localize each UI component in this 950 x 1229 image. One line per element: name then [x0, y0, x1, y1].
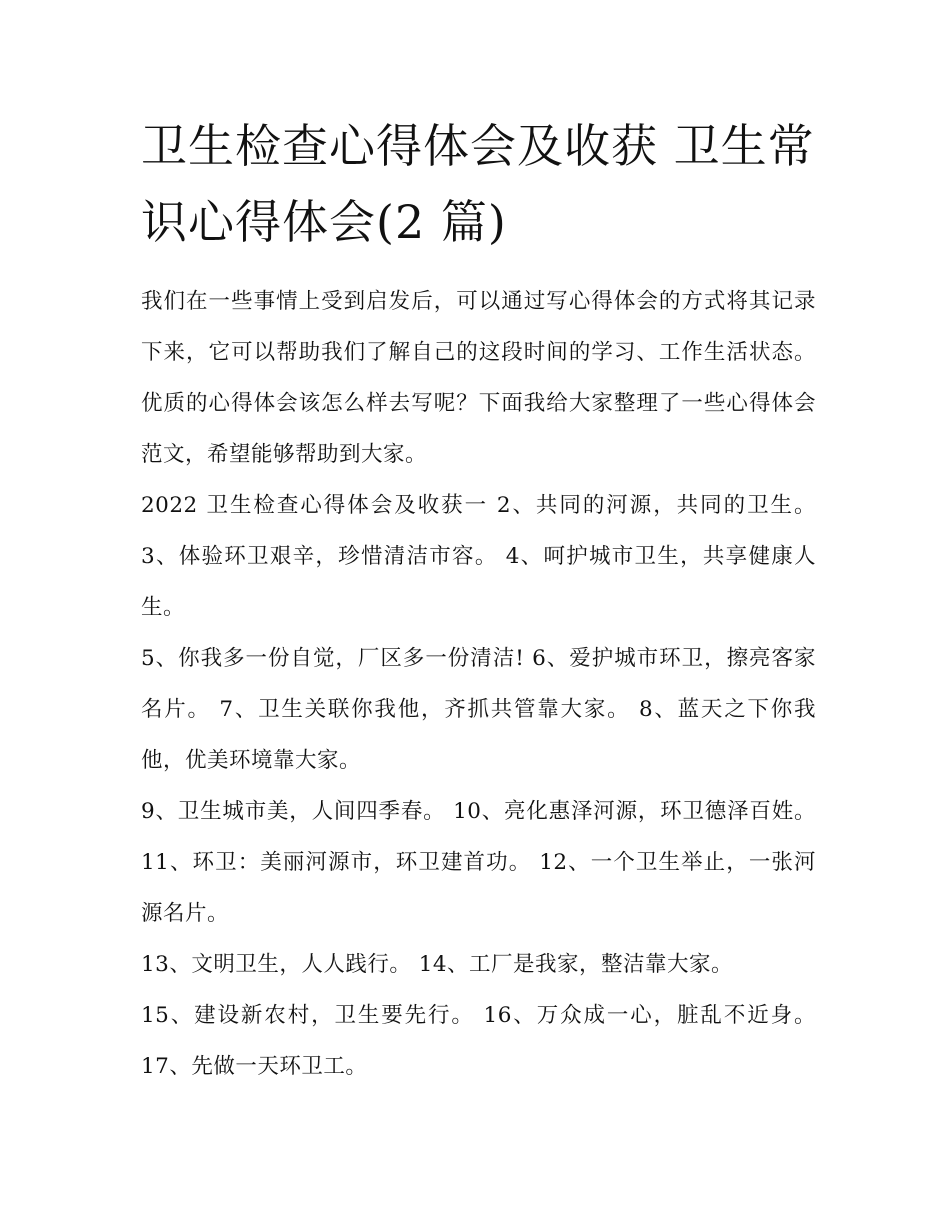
slogan-paragraph-4: 13、文明卫生，人人践行。 14、工厂是我家，整洁靠大家。 — [141, 952, 734, 977]
document-body — [141, 108, 816, 1092]
slogan-paragraph-3: 9、卫生城市美，人间四季春。 10、亮化惠泽河源，环卫德泽百姓。 11、环卫：美丽河源市，环卫建首功。 12、一个卫生举止，一张河源名片。 — [141, 799, 816, 926]
slogan-paragraph-5: 15、建设新农村，卫生要先行。 16、万众成一心，脏乱不近身。 17、先做一天环卫工。 — [141, 1003, 816, 1079]
slogan-paragraph-1: 2022 卫生检查心得体会及收获一 2、共同的河源，共同的卫生。 3、体验环卫艰辛，珍惜清洁市容。 4、呵护城市卫生，共享健康人生。 — [141, 493, 816, 620]
intro-paragraph: 我们在一些事情上受到启发后，可以通过写心得体会的方式将其记录下来，它可以帮助我们了解自己的这段时间的学习、工作生活状态。优质的心得体会该怎么样去写呢？下面我给大家整理了一些心得体会范文，希望能够帮助到大家。 — [141, 289, 816, 467]
slogan-paragraph-2: 5、你我多一份自觉，厂区多一份清洁! 6、爱护城市环卫，擦亮客家名片。 7、卫生关联你我他，齐抓共管靠大家。 8、蓝天之下你我他，优美环境靠大家。 — [141, 646, 816, 773]
document-title: 卫生检查心得体会及收获 卫生常识心得体会(2 篇) — [141, 119, 815, 249]
